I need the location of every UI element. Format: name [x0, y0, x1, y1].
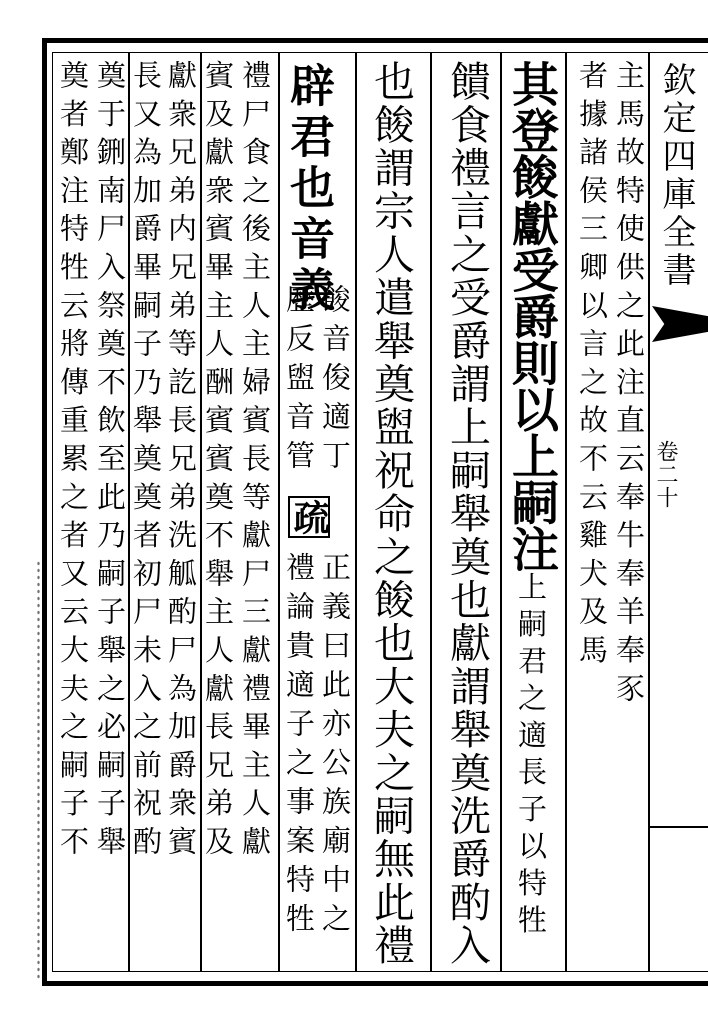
margin-volume-label: 卷二十 — [653, 440, 678, 509]
phonetic-note-left: 歴反盥音管 — [282, 284, 316, 479]
text-column-10: 長又為加爵畢嗣子乃舉奠奠者初尸未入之前祝酌 — [129, 60, 163, 865]
main-text: 辟君也音義 — [282, 62, 335, 317]
su-commentary-label: 疏 — [288, 496, 330, 538]
commentary-marker — [288, 494, 330, 540]
text-column-8: 賓及獻衆賓畢主人酬賓賓奠不舉主人獻長兄弟及 — [201, 60, 235, 865]
text-column-9: 獻衆兄弟内兄弟等訖長兄弟洗觚酌尸為加爵衆賓 — [164, 60, 198, 865]
column-rule — [430, 53, 432, 971]
column-rule — [565, 53, 567, 971]
main-text: 其登餕獻受爵則以上嗣注 — [504, 60, 559, 572]
commentary-note-left: 禮論貴適子之事案特牲 — [282, 552, 316, 942]
text-column-4: 饋食禮言之受爵謂上嗣舉奠也獻謂舉奠洗爵酌入 — [443, 60, 491, 968]
margin-divider — [648, 53, 650, 971]
text-column-6 — [282, 62, 335, 317]
text-column-3 — [504, 60, 559, 942]
text-column-11: 奠于鉶南尸入祭奠不飲至此乃嗣子舉之必嗣子舉 — [93, 60, 127, 865]
column-rule — [500, 53, 502, 971]
column-rule — [355, 53, 357, 971]
text-column-5: 也餕謂宗人遣舉奠盥祝命之餕也大夫之嗣無此禮 — [367, 60, 415, 968]
text-column-2: 者據諸侯三卿以言之故不云雞犬及馬 — [575, 60, 609, 673]
text-column-1: 主馬故特使供之此注直云奉牛奉羊奉豕 — [612, 60, 646, 712]
text-column-12: 奠者鄭注特牲云將傳重累之者又云大夫之嗣子不 — [56, 60, 90, 865]
commentary-note-right: 正義曰此亦公族廟中之 — [318, 552, 352, 942]
column-rule — [278, 53, 280, 971]
text-column-7: 禮尸食之後主人主婦賓長等獻尸三獻禮畢主人獻 — [238, 60, 272, 865]
commentary-text: 上嗣君之適長子以特牲 — [514, 571, 548, 942]
margin-book-title: 欽定四庫全書 — [656, 62, 696, 290]
phonetic-note-right: 餕音俊適丁 — [318, 284, 352, 479]
margin-tick-line — [650, 826, 708, 828]
binding-gutter-speckle — [36, 560, 46, 980]
